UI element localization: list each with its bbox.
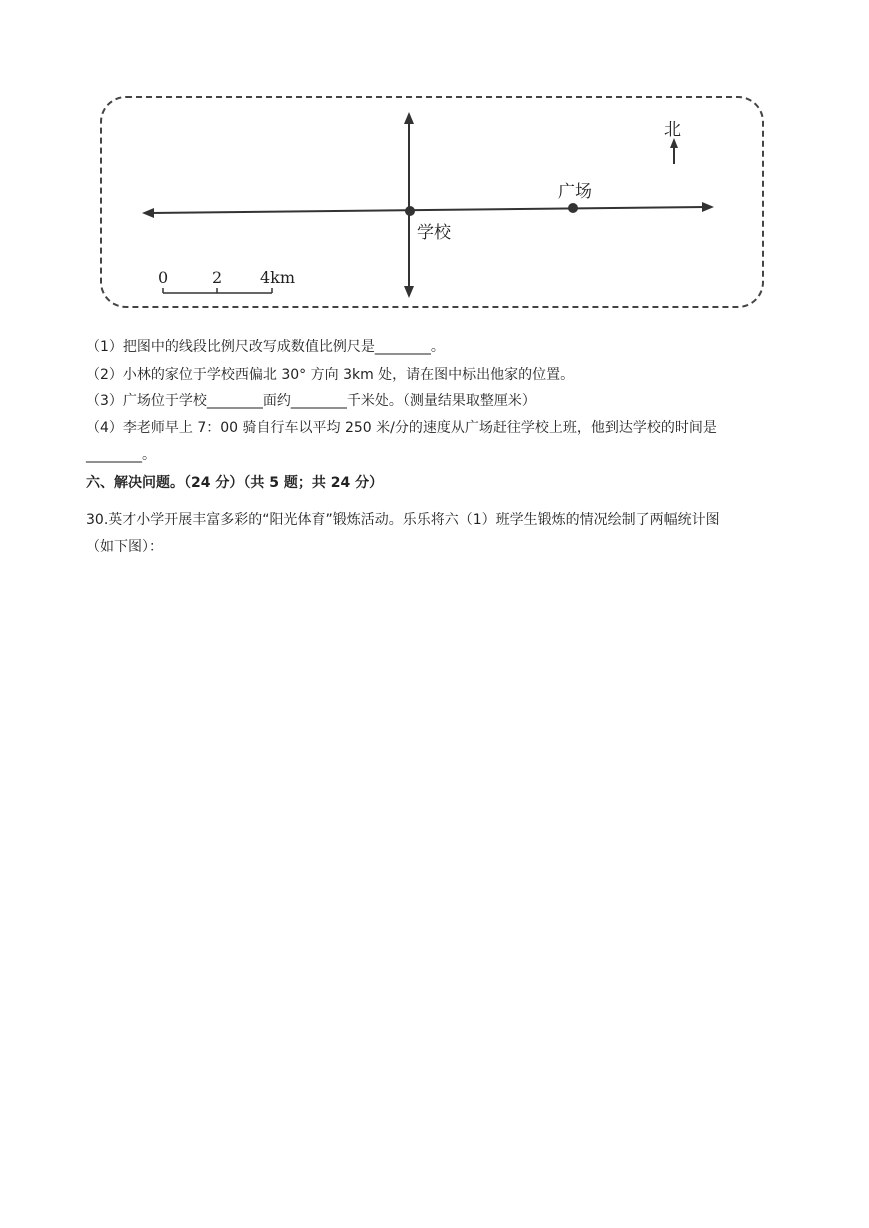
question-4-line-1: （4）李老师早上 7：00 骑自行车以平均 250 米/分的速度从广场赶往学校上班，他到达学校的时间是 <box>86 420 717 436</box>
south-arrowhead <box>404 286 414 298</box>
east-arrowhead <box>702 202 714 212</box>
question-30-line-1: 30.英才小学开展丰富多彩的“阳光体育”锻炼活动。乐乐将六（1）班学生锻炼的情况绘制了两幅统计图 <box>86 512 720 528</box>
plaza-point <box>568 203 578 213</box>
school-point <box>405 206 415 216</box>
scale-tick-0: 0 <box>158 268 169 287</box>
section-6-heading: 六、解决问题。（24 分）（共 5 题；共 24 分） <box>86 475 384 491</box>
scale-tick-2: 2 <box>212 268 223 287</box>
north-label: 北 <box>664 120 681 140</box>
plaza-label: 广场 <box>558 182 592 202</box>
question-30-line-2: （如下图）： <box>86 539 163 555</box>
question-4-line-2: ________。 <box>86 447 156 463</box>
west-arrowhead <box>142 208 154 218</box>
scale-tick-4km: 4km <box>260 268 296 287</box>
north-arrowhead <box>404 112 414 124</box>
question-1: （1）把图中的线段比例尺改写成数值比例尺是________。 <box>86 339 445 355</box>
map-diagram <box>0 0 869 330</box>
school-label: 学校 <box>417 223 451 243</box>
question-3: （3）广场位于学校________面约________千米处。（测量结果取整厘米） <box>86 393 536 409</box>
east-west-axis <box>150 207 706 213</box>
question-2: （2）小林的家位于学校西偏北 30° 方向 3km 处，请在图中标出他家的位置。 <box>86 367 575 383</box>
